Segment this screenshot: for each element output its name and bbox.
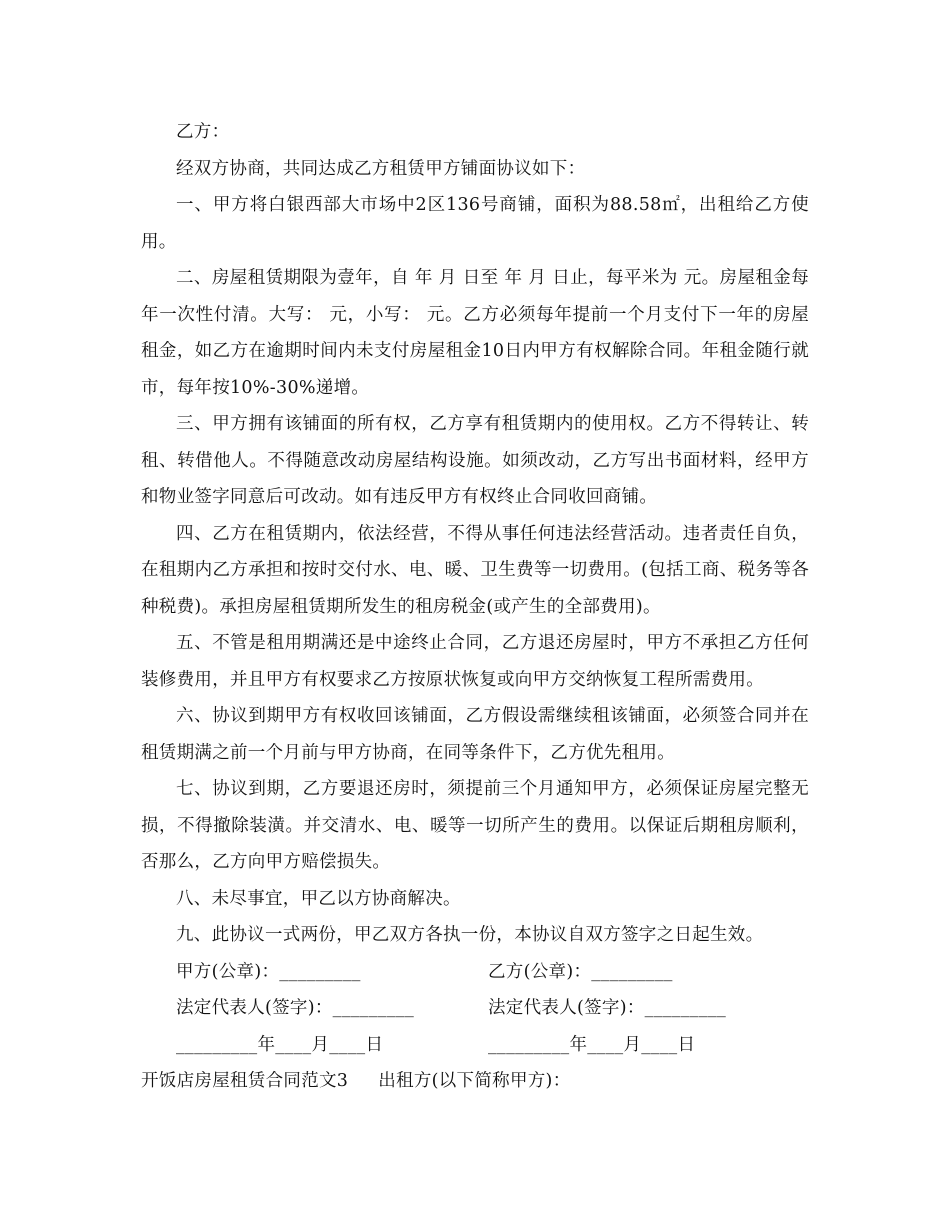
representative-row	[141, 990, 809, 1027]
clause-9: 九、此协议一式两份，甲乙双方各执一份，本协议自双方签字之日起生效。	[176, 925, 764, 945]
party-b-date-line: _________年____月____日	[488, 1034, 696, 1055]
clause-6: 六、协议到期甲方有权收回该铺面，乙方假设需继续租该铺面，必须签合同并在租赁期满之前一个月前与甲方协商，在同等条件下，乙方优先租用。	[141, 706, 809, 763]
clause-5: 五、不管是租用期满还是中途终止合同，乙方退还房屋时，甲方不承担乙方任何装修费用，并且甲方有权要求乙方按原状恢复或向甲方交纳恢复工程所需费用。	[141, 633, 809, 690]
party-a-seal-line: 甲方(公章)：_________	[176, 961, 361, 982]
party-b-seal-line: 乙方(公章)：_________	[488, 961, 673, 982]
date-row	[141, 1027, 809, 1064]
party-a-date-line: _________年____月____日	[176, 1034, 384, 1055]
clause-3: 三、甲方拥有该铺面的所有权，乙方享有租赁期内的使用权。乙方不得转让、转租、转借他人。不得随意改动房屋结构设施。如须改动，乙方写出书面材料，经甲方和物业签字同意后可改动。如有违反甲方有权终止合同收回商铺。	[141, 414, 809, 507]
clause-8: 八、未尽事宜，甲乙以方协商解决。	[176, 888, 461, 909]
clause-1: 一、甲方将白银西部大市场中2区136号商铺，面积为88.58㎡，出租给乙方使用。	[141, 195, 809, 252]
clause-2: 二、房屋租赁期限为壹年，自 年 月 日至 年 月 日止，每平米为 元。房屋租金每年一次性付清。大写： 元，小写： 元。乙方必须每年提前一个月支付下一年的房屋租金，如乙方在逾期时间内未支付房屋租金10日内甲方有权解除合同。年租金随行就市，每年按10%-30%递增。	[141, 268, 809, 398]
agreement-intro: 经双方协商，共同达成乙方租赁甲方铺面协议如下：	[176, 158, 586, 179]
clause-7: 七、协议到期，乙方要退还房时，须提前三个月通知甲方，必须保证房屋完整无损，不得撤除装潢。并交清水、电、暖等一切所产生的费用。以保证后期租房顺利，否那么，乙方向甲方赔偿损失。	[141, 779, 809, 872]
party-a-representative-line: 法定代表人(签字)：_________	[176, 998, 415, 1018]
seal-row	[141, 954, 809, 991]
clause-4: 四、乙方在租赁期内，依法经营，不得从事任何违法经营活动。违者责任自负，在租期内乙方承担和按时交付水、电、暖、卫生费等一切费用。(包括工商、税务等各种税费)。承担房屋租赁期所发生的租房税金(或产生的全部费用)。	[141, 523, 809, 617]
next-contract-line	[141, 1063, 809, 1100]
party-b-label: 乙方：	[176, 122, 230, 142]
next-contract-first-line: 出租方(以下简称甲方)：	[378, 1071, 571, 1091]
document-body	[141, 114, 809, 1100]
party-b-representative-line: 法定代表人(签字)：_________	[488, 998, 727, 1018]
next-contract-title: 开饭店房屋租赁合同范文3	[141, 1071, 349, 1091]
